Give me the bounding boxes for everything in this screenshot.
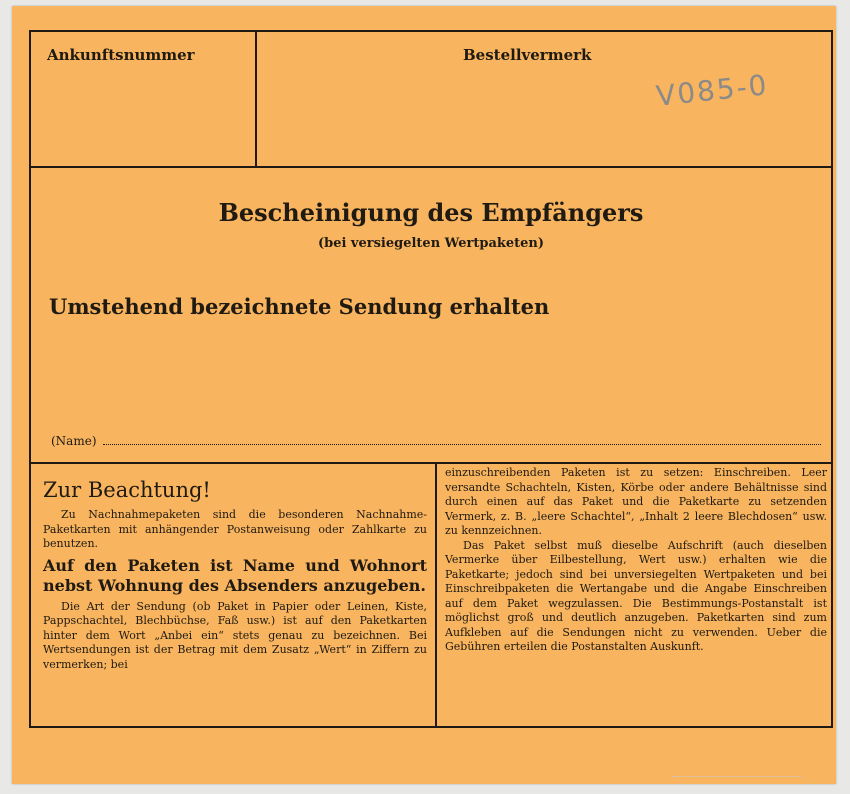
certificate-subtitle: (bei versiegelten Wertpaketen) [317,236,545,251]
notice-paragraph-4: Das Paket selbst muß dieselbe Aufschrift (auch dieselben Vermerke über Eilbestellung, Wert usw.) erhalten wie die Paketkarte; jedoch sind bei unversiegelten Wertpaketen und bei Einschreibpaketen die Wertangabe und die Angabe Einschreiben auf dem Paket wegzulassen. Die Bestimmungs-Postanstalt ist möglichst groß und deutlich anzugeben. Paketkarten sind zum Aufkleben auf die Sendungen nicht zu verwenden. Ueber die Gebühren erteilen die Postanstalten Auskunft. [445,538,827,653]
notice-paragraph-1: Zu Nachnahmepaketen sind die besonderen Nachnahme-Paketkarten mit anhängender Postanweisung oder Zahlkarte zu benutzen. [43,508,427,550]
notice-paragraph-2: Die Art der Sendung (ob Paket in Papier oder Leinen, Kiste, Pappschachtel, Blechbüchse, Faß usw.) ist auf den Paketkarten hinter dem Wort „Anbei ein“ stets genau zu bezeichnen. Bei Wertsendungen ist der Betrag mit dem Zusatz „Wert“ in Ziffern zu vermerken; bei [43,599,427,671]
section-divider [31,462,831,464]
notice-left-column [43,478,427,672]
column-divider [435,462,437,726]
name-signature-line [51,434,821,448]
name-label: (Name) [51,434,97,448]
certificate-title: Bescheinigung des Empfängers [218,198,644,227]
notice-heading: Zur Beachtung! [43,478,211,502]
form-frame [29,30,833,728]
perforation-dots [672,776,802,777]
received-statement: Umstehend bezeichnete Sendung erhalten [49,294,550,319]
notice-emphasis: Auf den Paketen ist Name und Wohnort nebst Wohnung des Absenders anzugeben. [43,555,427,595]
dotted-line [103,434,822,445]
arrival-number-label: Ankunftsnummer [47,46,195,64]
notice-right-column [445,466,827,655]
order-note-label: Bestellvermerk [463,46,592,64]
notice-paragraph-3: einzuschreibenden Paketen ist zu setzen: Einschreiben. Leer versandte Schachteln, Kisten, Körbe oder andere Behältnisse sind durch einen auf das Paket und die Paketkarte zu setzenden Vermerk, z. B. „leere Schachtel“, „Inhalt 2 leere Blechdosen“ usw. zu kennzeichnen. [445,466,827,537]
arrival-number-cell [31,32,257,166]
parcel-card [12,6,836,784]
header-row [31,32,831,168]
handwritten-number: V085-0 [654,68,770,113]
